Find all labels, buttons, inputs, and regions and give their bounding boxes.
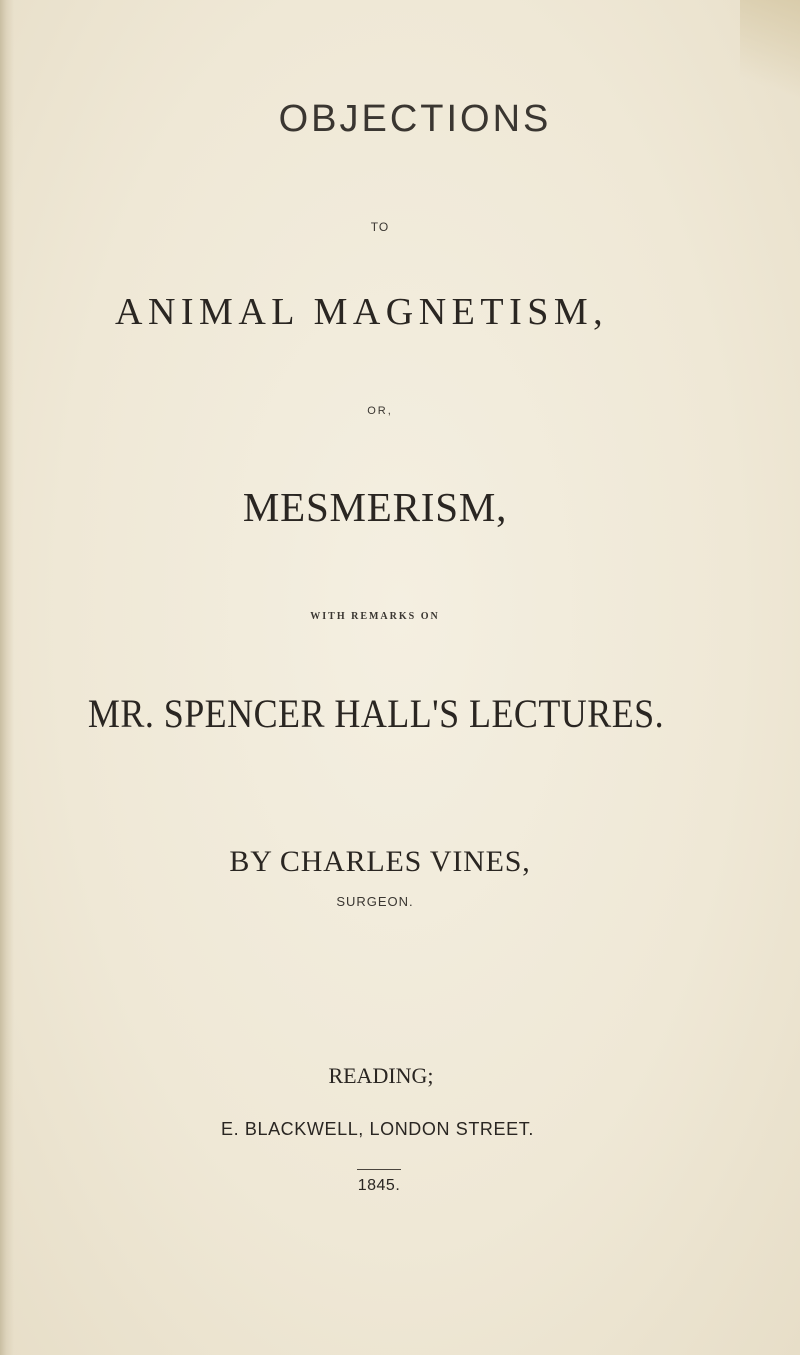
imprint-place: READING; bbox=[328, 1063, 434, 1088]
lectures-heading: MR. SPENCER HALL'S LECTURES. bbox=[87, 691, 665, 736]
imprint-year: 1845. bbox=[357, 1177, 401, 1194]
title-connector-or: OR, bbox=[367, 405, 393, 417]
subject-heading: ANIMAL MAGNETISM, bbox=[115, 291, 609, 333]
alternate-subject-heading: MESMERISM, bbox=[242, 484, 508, 530]
title-connector-to: TO bbox=[370, 220, 390, 234]
remarks-connector: WITH REMARKS ON bbox=[310, 611, 440, 622]
book-title: OBJECTIONS bbox=[278, 98, 552, 140]
book-spine-shadow bbox=[0, 0, 14, 1355]
imprint-rule bbox=[357, 1169, 401, 1170]
author-line: BY CHARLES VINES, bbox=[229, 845, 531, 878]
imprint-publisher: E. BLACKWELL, LONDON STREET. bbox=[221, 1119, 534, 1139]
author-role: SURGEON. bbox=[336, 894, 414, 909]
